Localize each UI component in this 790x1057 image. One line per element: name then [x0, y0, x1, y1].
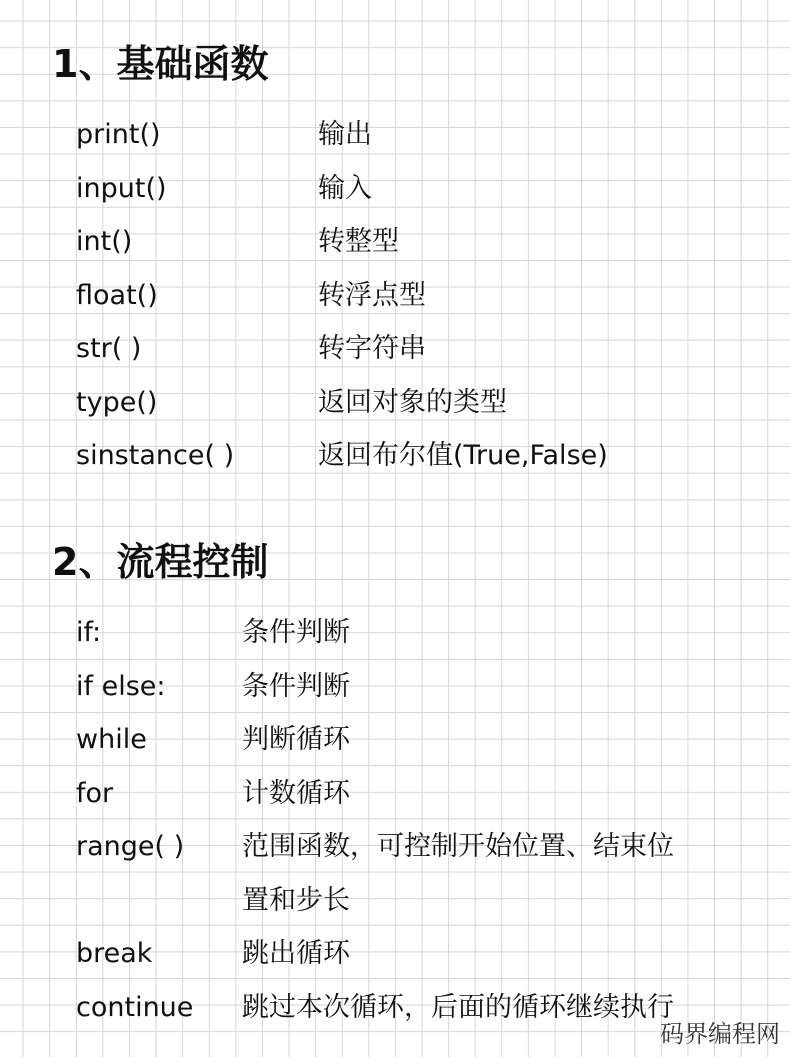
list-item	[76, 215, 756, 269]
keyword: range( )	[76, 831, 185, 862]
basic-functions-list	[76, 108, 756, 483]
keyword-description: 范围函数，可控制开始位置、结束位	[242, 831, 674, 862]
list-item	[76, 660, 756, 714]
function-description: 返回对象的类型	[318, 386, 507, 418]
keyword-description: 跳过本次循环，后面的循环继续执行	[242, 991, 674, 1023]
keyword-description: 条件判断	[242, 670, 350, 702]
keyword-description: 置和步长	[242, 884, 350, 916]
function-name: str( )	[76, 333, 142, 364]
flow-control-list	[76, 606, 756, 1034]
function-name: type()	[76, 386, 158, 418]
list-item	[76, 162, 756, 216]
list-item	[76, 606, 756, 660]
function-name: float()	[76, 279, 158, 311]
list-item	[76, 927, 756, 981]
function-description: 返回布尔值(True,False)	[318, 440, 608, 471]
function-name: print()	[76, 119, 161, 150]
section-title-basic-functions: 1、基础函数	[52, 42, 269, 86]
keyword: break	[76, 938, 153, 969]
list-item-continuation	[76, 874, 756, 928]
function-description: 输入	[318, 172, 372, 204]
list-item	[76, 820, 756, 874]
function-name: input()	[76, 172, 167, 204]
function-name: sinstance( )	[76, 440, 235, 471]
list-item	[76, 108, 756, 162]
keyword: if:	[76, 617, 102, 648]
list-item	[76, 269, 756, 323]
keyword-description: 判断循环	[242, 724, 350, 755]
keyword-description: 条件判断	[242, 617, 350, 648]
keyword: while	[76, 724, 147, 755]
function-description: 转浮点型	[318, 279, 426, 311]
list-item	[76, 767, 756, 821]
function-description: 转字符串	[318, 333, 426, 364]
keyword: continue	[76, 991, 194, 1023]
list-item	[76, 713, 756, 767]
function-description: 输出	[318, 119, 372, 150]
list-item	[76, 322, 756, 376]
keyword-description: 跳出循环	[242, 938, 350, 969]
list-item	[76, 981, 756, 1035]
keyword: for	[76, 777, 114, 809]
section-title-flow-control: 2、流程控制	[52, 540, 269, 584]
list-item	[76, 429, 756, 483]
function-description: 转整型	[318, 226, 399, 257]
keyword: if else:	[76, 670, 166, 702]
list-item	[76, 376, 756, 430]
keyword-description: 计数循环	[242, 777, 350, 809]
watermark: 码界编程网	[660, 1020, 780, 1048]
function-name: int()	[76, 226, 133, 257]
